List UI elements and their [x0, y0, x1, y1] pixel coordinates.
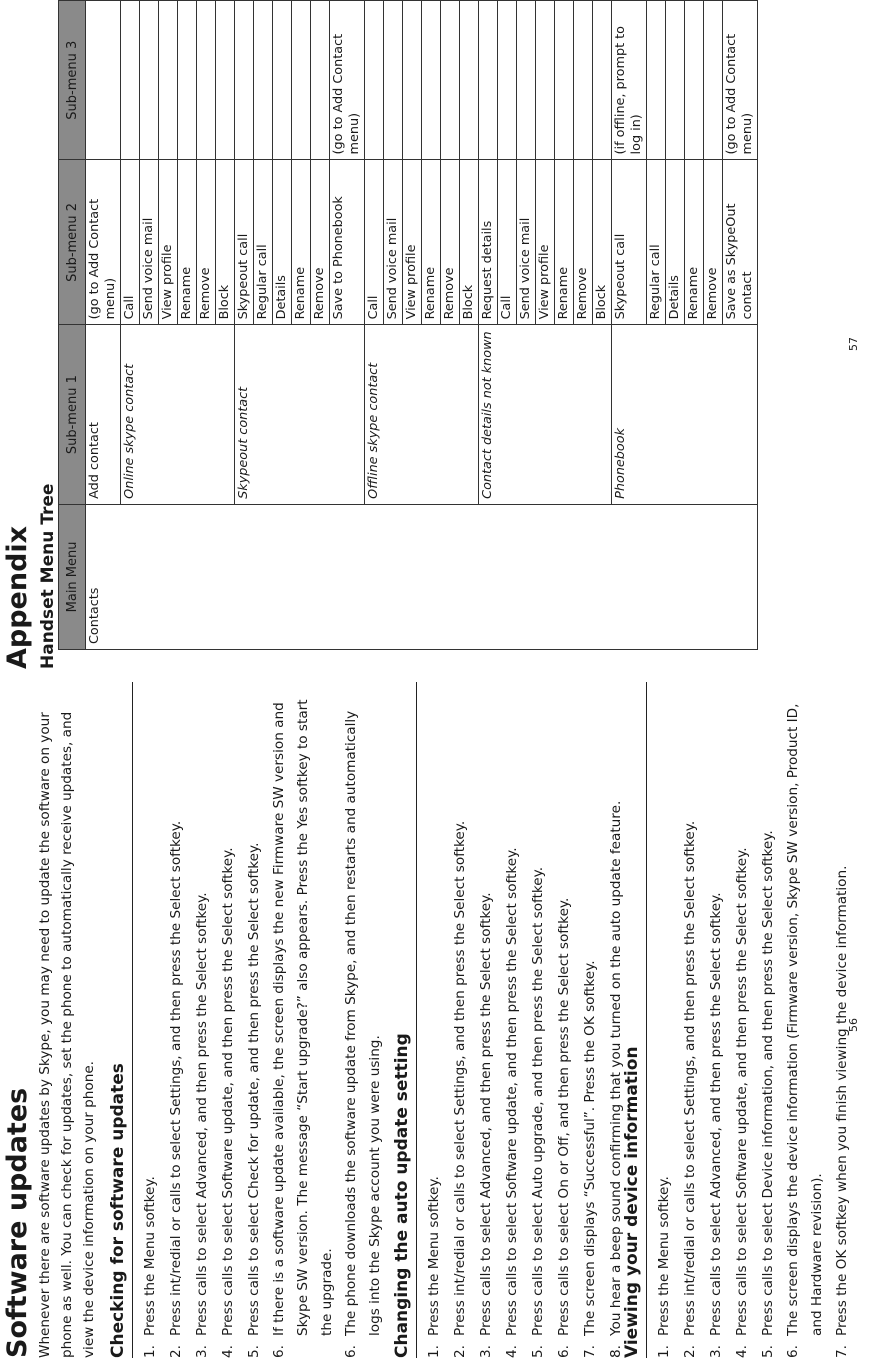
table-cell	[422, 325, 441, 504]
table-cell: Skypeout call	[235, 160, 254, 325]
table-cell: Remove	[197, 160, 216, 325]
table-row	[517, 1, 536, 650]
table-cell: View profile	[403, 160, 422, 325]
table-cell	[666, 1, 685, 160]
table-cell	[666, 504, 685, 649]
table-cell	[422, 1, 441, 160]
table-cell	[365, 504, 384, 649]
table-cell: Request details	[479, 160, 498, 325]
steps-list	[421, 682, 629, 1358]
list-item: 5. Press calls to select Device information, and then press the Select softkey.	[760, 830, 776, 1358]
table-cell	[536, 504, 555, 649]
table-cell	[311, 504, 330, 649]
table-row	[197, 1, 216, 650]
list-item: 6. The screen displays the device information (Firmware version, Skype SW version, Product ID, and Hardware revision).	[785, 703, 825, 1358]
table-cell: Send voice mail	[140, 160, 159, 325]
table-cell: Skypeout call	[612, 160, 647, 325]
table-cell	[254, 504, 273, 649]
table-cell	[479, 504, 498, 649]
list-item: 6. The phone downloads the software update from Skype, and then restarts and automatically logs into the Skype account you were using.	[343, 710, 383, 1358]
table-cell: Remove	[441, 160, 460, 325]
section-auto-update	[392, 682, 629, 1358]
section-heading: Checking for software updates	[108, 682, 133, 1358]
menu-tree-table	[58, 0, 758, 650]
page-title: Software updates	[2, 1087, 33, 1358]
list-item: 4. Press calls to select Software update, and then press the Select softkey.	[734, 847, 750, 1358]
table-cell: Remove	[574, 160, 593, 325]
table-cell: Rename	[422, 160, 441, 325]
table-cell: Save as SkypeOut contact	[723, 160, 758, 325]
list-item: 4. Press calls to select Software update, and then press the Select softkey.	[504, 847, 520, 1358]
table-cell: Phonebook	[612, 325, 647, 504]
table-cell	[441, 504, 460, 649]
table-cell: Call	[121, 160, 140, 325]
table-cell	[593, 1, 612, 160]
table-cell	[574, 325, 593, 504]
section-heading: Viewing your device information	[622, 682, 647, 1358]
table-cell	[254, 1, 273, 160]
table-cell: Contacts	[86, 504, 121, 649]
table-cell	[254, 325, 273, 504]
table-cell	[178, 325, 197, 504]
table-cell	[273, 504, 292, 649]
table-cell	[723, 504, 758, 649]
table-cell: Remove	[704, 160, 723, 325]
table-row	[86, 1, 121, 650]
table-row	[666, 1, 685, 650]
table-cell	[121, 504, 140, 649]
table-row	[178, 1, 197, 650]
list-item: 7. The screen displays “Successful”. Press the OK softkey.	[582, 960, 598, 1358]
table-cell: Block	[593, 160, 612, 325]
table-cell	[460, 504, 479, 649]
table-cell	[647, 325, 666, 504]
table-cell: (go to Add Contact menu)	[330, 1, 365, 160]
table-cell	[121, 1, 140, 160]
table-cell	[666, 325, 685, 504]
table-cell	[216, 504, 235, 649]
table-cell	[555, 504, 574, 649]
list-item: 3. Press calls to select Advanced, and then press the Select softkey.	[194, 892, 210, 1358]
table-cell: (go to Add Contact menu)	[723, 1, 758, 160]
table-cell	[460, 1, 479, 160]
table-cell: Rename	[685, 160, 704, 325]
table-cell	[330, 325, 365, 504]
table-header-row	[59, 1, 86, 650]
table-row	[723, 1, 758, 650]
table-cell	[517, 504, 536, 649]
list-item: 3. Press calls to select Advanced, and then press the Select softkey.	[708, 892, 724, 1358]
table-cell	[216, 325, 235, 504]
table-cell	[292, 325, 311, 504]
list-item: 1. Press the Menu softkey.	[426, 1176, 442, 1358]
table-cell	[647, 504, 666, 649]
table-cell	[384, 504, 403, 649]
table-cell: Add contact	[86, 325, 121, 504]
list-item: 7. Press the OK softkey when you finish viewing the device information.	[834, 865, 850, 1358]
table-cell: Call	[498, 160, 517, 325]
table-row	[216, 1, 235, 650]
list-item: 5. Press calls to select Check for update, and then press the Select softkey.	[246, 842, 262, 1358]
page-number: 56	[847, 1018, 860, 1032]
table-row	[121, 1, 140, 650]
table-cell: (if offline, prompt to log in)	[612, 1, 647, 160]
table-cell: View profile	[159, 160, 178, 325]
table-cell	[235, 1, 254, 160]
table-cell	[197, 1, 216, 160]
menu-tree-body	[86, 1, 758, 650]
header-sub-menu-1: Sub-menu 1	[59, 325, 86, 504]
table-cell	[140, 504, 159, 649]
table-cell	[403, 325, 422, 504]
table-cell	[498, 1, 517, 160]
table-cell	[197, 504, 216, 649]
list-item: 2. Press int/redial or calls to select Settings, and then press the Select softkey.	[168, 820, 184, 1358]
table-cell	[612, 504, 647, 649]
table-cell: Save to Phonebook	[330, 160, 365, 325]
table-row	[479, 1, 498, 650]
table-row	[704, 1, 723, 650]
table-title: Handset Menu Tree	[38, 483, 58, 669]
table-cell	[593, 325, 612, 504]
table-cell: Send voice mail	[384, 160, 403, 325]
intro-paragraph: Whenever there are software updates by Skype, you may need to update the software on your phone as well. You can check for updates, set the phone to automatically receive updates, and view the device information on your phone.	[37, 711, 97, 1358]
list-item: 2. Press int/redial or calls to select Settings, and then press the Select softkey.	[452, 820, 468, 1358]
table-row	[460, 1, 479, 650]
table-row	[365, 1, 384, 650]
header-sub-menu-2: Sub-menu 2	[59, 160, 86, 325]
table-row	[159, 1, 178, 650]
table-cell	[235, 504, 254, 649]
page-56	[0, 681, 874, 1362]
table-row	[498, 1, 517, 650]
table-row	[536, 1, 555, 650]
table-cell	[441, 325, 460, 504]
table-cell: (go to Add Contact menu)	[86, 160, 121, 325]
table-cell	[555, 325, 574, 504]
table-row	[574, 1, 593, 650]
steps-list	[137, 682, 387, 1358]
table-row	[140, 1, 159, 650]
table-row	[612, 1, 647, 650]
table-cell	[704, 504, 723, 649]
table-cell	[159, 325, 178, 504]
table-cell	[330, 504, 365, 649]
table-cell: Rename	[292, 160, 311, 325]
table-cell	[479, 1, 498, 160]
table-cell	[647, 1, 666, 160]
table-cell	[273, 325, 292, 504]
table-cell: Remove	[311, 160, 330, 325]
section-heading: Changing the auto update setting	[392, 682, 417, 1358]
list-item: 4. Press calls to select Software update, and then press the Select softkey.	[220, 847, 236, 1358]
table-cell: Rename	[555, 160, 574, 325]
section-device-information	[622, 682, 855, 1358]
table-cell	[159, 1, 178, 160]
list-item: 3. Press calls to select Advanced, and then press the Select softkey.	[478, 892, 494, 1358]
table-cell	[384, 325, 403, 504]
list-item: 8. You hear a beep sound confirming that you turned on the auto update feature.	[608, 800, 624, 1358]
table-cell: Online skype contact	[121, 325, 140, 504]
list-item: 6. Press calls to select On or Off, and then press the Select softkey.	[556, 897, 572, 1358]
table-row	[273, 1, 292, 650]
table-cell	[704, 325, 723, 504]
header-main-menu: Main Menu	[59, 504, 86, 649]
table-row	[685, 1, 704, 650]
table-cell	[403, 1, 422, 160]
table-cell	[311, 1, 330, 160]
table-cell	[178, 1, 197, 160]
table-cell	[441, 1, 460, 160]
list-item: 2. Press int/redial or calls to select Settings, and then press the Select softkey.	[682, 820, 698, 1358]
table-row	[593, 1, 612, 650]
table-cell: Rename	[178, 160, 197, 325]
table-cell	[536, 1, 555, 160]
table-cell	[498, 325, 517, 504]
table-cell	[86, 1, 121, 160]
table-row	[647, 1, 666, 650]
table-cell	[574, 504, 593, 649]
table-cell	[555, 1, 574, 160]
table-cell: Contact details not known	[479, 325, 498, 504]
table-row	[254, 1, 273, 650]
table-cell	[140, 325, 159, 504]
table-cell	[159, 504, 178, 649]
table-cell	[723, 325, 758, 504]
table-row	[292, 1, 311, 650]
table-row	[422, 1, 441, 650]
table-cell: Skypeout contact	[235, 325, 254, 504]
table-cell: Details	[666, 160, 685, 325]
table-row	[384, 1, 403, 650]
page-number: 57	[847, 337, 860, 351]
table-cell	[311, 325, 330, 504]
table-cell	[422, 504, 441, 649]
table-cell	[292, 504, 311, 649]
table-cell	[685, 1, 704, 160]
table-cell: Regular call	[254, 160, 273, 325]
table-cell	[517, 1, 536, 160]
steps-list	[651, 682, 855, 1358]
table-cell	[536, 325, 555, 504]
table-cell	[685, 325, 704, 504]
table-cell	[403, 504, 422, 649]
table-cell	[704, 1, 723, 160]
table-cell	[292, 1, 311, 160]
list-item: 1. Press the Menu softkey.	[656, 1176, 672, 1358]
table-cell: Call	[365, 160, 384, 325]
table-cell	[498, 504, 517, 649]
table-cell	[517, 325, 536, 504]
table-cell: Offline skype contact	[365, 325, 384, 504]
table-cell: Regular call	[647, 160, 666, 325]
table-cell	[178, 504, 197, 649]
table-cell: Send voice mail	[517, 160, 536, 325]
table-cell: Block	[216, 160, 235, 325]
list-item: 6. If there is a software update available, the screen displays the new Firmware SW version and Skype SW version. The message “Start upgrade?” also appears. Press the Yes softkey to start the upgrade.	[271, 699, 335, 1358]
table-cell: Block	[460, 160, 479, 325]
list-item: 1. Press the Menu softkey.	[142, 1176, 158, 1358]
header-sub-menu-3: Sub-menu 3	[59, 1, 86, 160]
table-cell	[384, 1, 403, 160]
table-row	[330, 1, 365, 650]
table-cell	[574, 1, 593, 160]
table-row	[555, 1, 574, 650]
table-row	[311, 1, 330, 650]
table-cell	[140, 1, 159, 160]
table-cell	[197, 325, 216, 504]
table-cell	[593, 504, 612, 649]
table-cell: Details	[273, 160, 292, 325]
table-cell	[685, 504, 704, 649]
table-cell	[216, 1, 235, 160]
table-cell	[460, 325, 479, 504]
section-checking-updates	[108, 682, 387, 1358]
table-row	[403, 1, 422, 650]
table-cell	[273, 1, 292, 160]
list-item: 5. Press calls to select Auto upgrade, and then press the Select softkey.	[530, 866, 546, 1358]
appendix-title: Appendix	[2, 525, 33, 669]
table-cell: View profile	[536, 160, 555, 325]
table-cell	[365, 1, 384, 160]
table-row	[235, 1, 254, 650]
table-row	[441, 1, 460, 650]
